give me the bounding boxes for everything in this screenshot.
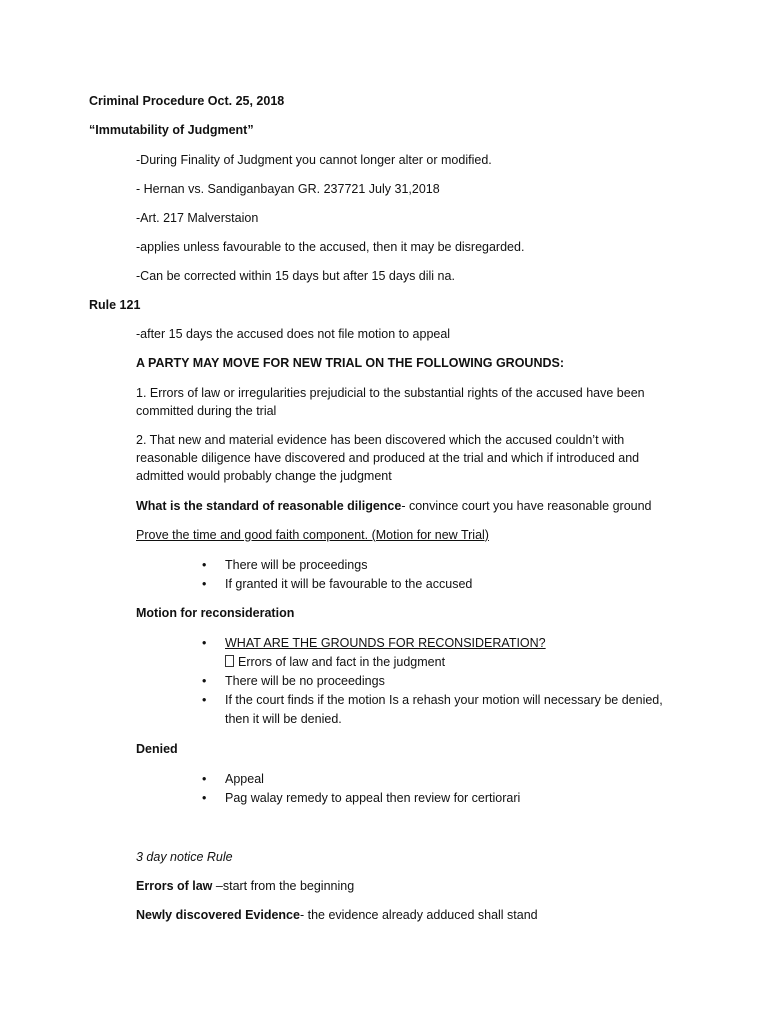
- list-item: [200, 556, 690, 575]
- evidence-text: - the evidence already adduced shall stand: [299, 908, 538, 922]
- list-item-text: Errors of law and fact in the judgment: [238, 655, 446, 669]
- list-item: [200, 691, 690, 729]
- ground-two: 2. That new and material evidence has been discovered which the accused couldn’t with reasonable diligence have discovered and produced at the trial and which if introduced and admitted would probably change the judgment: [136, 433, 640, 483]
- immutability-point: -applies unless favourable to the accused, then it may be disregarded.: [136, 240, 525, 254]
- list-item-text: Appeal: [225, 772, 264, 786]
- bullet-icon: •: [202, 693, 207, 707]
- new-trial-bullet-list: [200, 556, 690, 594]
- list-item: [200, 634, 690, 653]
- rule-heading: Rule 121: [89, 298, 141, 312]
- missing-glyph-icon: [225, 655, 234, 667]
- list-item: [200, 575, 690, 594]
- list-sub-item: [200, 653, 690, 672]
- bullet-icon: •: [202, 636, 207, 650]
- notice-rule: 3 day notice Rule: [136, 850, 233, 864]
- list-item: [200, 789, 690, 808]
- bullet-icon: •: [202, 558, 207, 572]
- bullet-icon: •: [202, 772, 207, 786]
- new-trial-heading: A PARTY MAY MOVE FOR NEW TRIAL ON THE FOLLOWING GROUNDS:: [136, 356, 565, 370]
- immutability-point: - Hernan vs. Sandiganbayan GR. 237721 July 31,2018: [136, 182, 440, 196]
- evidence-line: [136, 906, 538, 924]
- list-item: [200, 672, 690, 691]
- list-item-text: Pag walay remedy to appeal then review for certiorari: [225, 791, 521, 805]
- list-item-text: WHAT ARE THE GROUNDS FOR RECONSIDERATION?: [225, 636, 546, 650]
- document-title: Criminal Procedure Oct. 25, 2018: [89, 94, 285, 108]
- list-item-text: There will be no proceedings: [225, 674, 385, 688]
- bullet-icon: •: [202, 674, 207, 688]
- immutability-point: -During Finality of Judgment you cannot longer alter or modified.: [136, 153, 492, 167]
- denied-heading: Denied: [136, 742, 178, 756]
- list-item: [200, 770, 690, 789]
- immutability-point: -Can be corrected within 15 days but after 15 days dili na.: [136, 269, 455, 283]
- immutability-point: -Art. 217 Malverstaion: [136, 211, 259, 225]
- bullet-icon: •: [202, 791, 207, 805]
- prove-line: Prove the time and good faith component. (Motion for new Trial): [136, 528, 489, 542]
- ground-one: 1. Errors of law or irregularities prejudicial to the substantial rights of the accused have been committed during the trial: [136, 386, 645, 418]
- reconsideration-heading: Motion for reconsideration: [136, 606, 295, 620]
- reconsideration-bullet-list: [200, 634, 690, 729]
- diligence-line: [136, 497, 652, 515]
- errors-label: Errors of law: [136, 879, 213, 893]
- errors-text: –start from the beginning: [212, 879, 355, 893]
- section-heading-immutability: “Immutability of Judgment”: [89, 123, 254, 137]
- rule-point: -after 15 days the accused does not file motion to appeal: [136, 327, 451, 341]
- bullet-icon: •: [202, 577, 207, 591]
- denied-bullet-list: [200, 770, 690, 808]
- evidence-label: Newly discovered Evidence: [136, 908, 300, 922]
- list-item-text: If granted it will be favourable to the accused: [225, 577, 473, 591]
- errors-of-law-line: [136, 877, 354, 895]
- list-item-text: There will be proceedings: [225, 558, 368, 572]
- diligence-text: - convince court you have reasonable ground: [401, 499, 652, 513]
- diligence-label: What is the standard of reasonable diligence: [136, 499, 402, 513]
- list-item-text: If the court finds if the motion Is a rehash your motion will necessary be denied, then it will be denied.: [225, 693, 663, 726]
